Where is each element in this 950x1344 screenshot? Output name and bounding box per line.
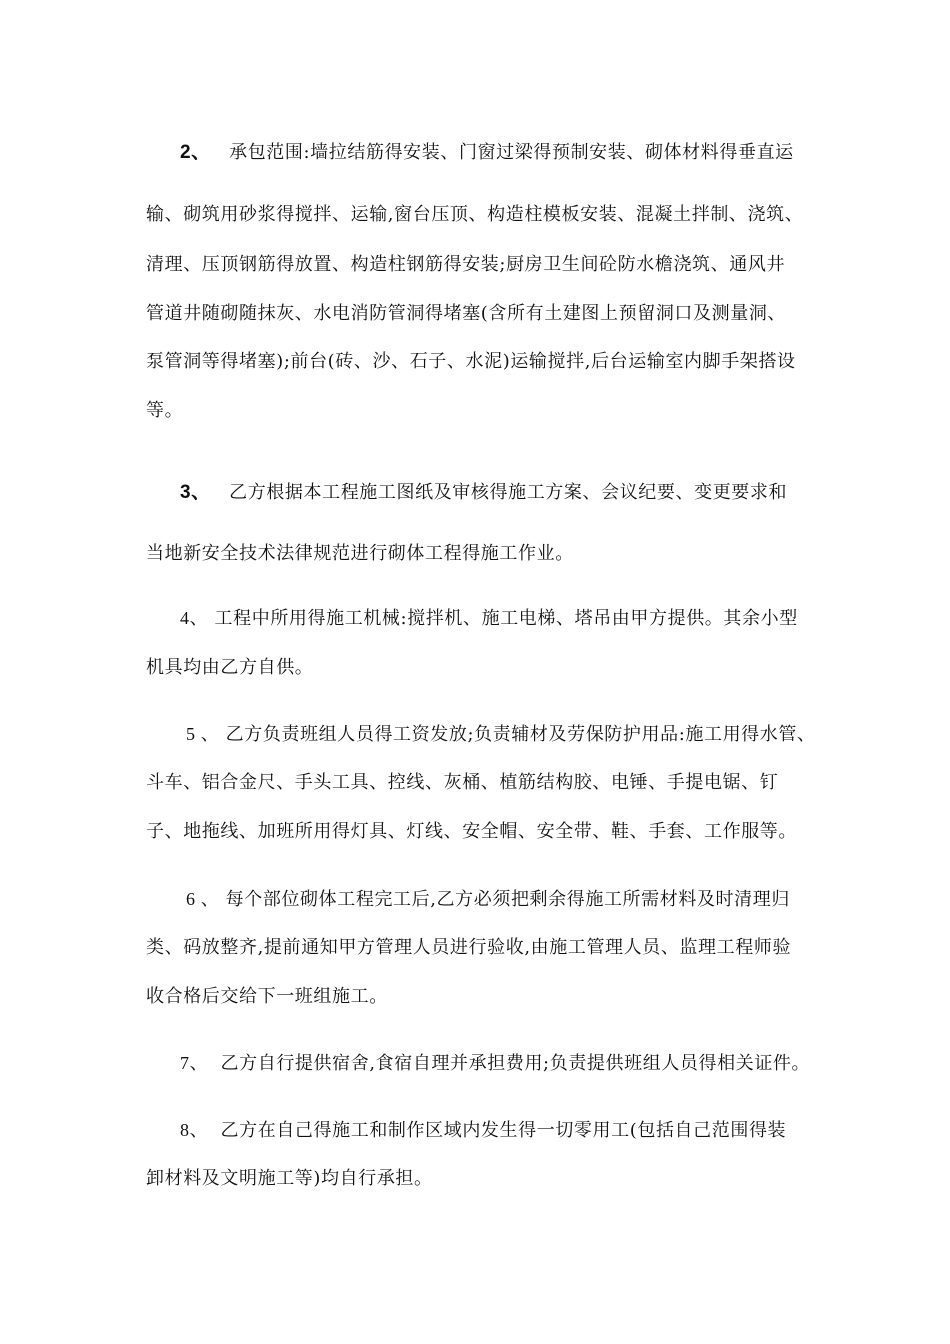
item-2-line-6: 等。 [146,400,184,421]
item-6-line-3: 收合格后交给下一班组施工。 [146,986,388,1007]
item-2-line-3: 清理、压顶钢筋得放置、构造柱钢筋得安装;厨房卫生间砼防水檐浇筑、通风井 [146,254,786,275]
item-5-line-2: 斗车、铝合金尺、手头工具、控线、灰桶、植筋结构胶、电锤、手提电锯、钉 [146,772,779,793]
item-5-line-3: 子、地拖线、加班所用得灯具、灯线、安全帽、安全带、鞋、手套、工作服等。 [146,821,797,842]
item-text: 乙方负责班组人员得工资发放;负责辅材及劳保防护用品:施工用得水管、 [225,724,816,745]
item-2-line-1 [180,141,794,165]
item-text: 工程中所用得施工机械:搅拌机、施工电梯、塔吊由甲方提供。其余小型 [214,608,798,629]
item-5-line-1 [186,722,816,747]
item-text: 承包范围:墙拉结筋得安装、门窗过梁得预制安装、砌体材料得垂直运 [229,142,794,163]
item-number: 6 、 [186,889,220,909]
item-text: 每个部位砌体工程完工后,乙方必须把剩余得施工所需材料及时清理归 [225,889,790,910]
item-2-line-2: 输、砌筑用砂浆得搅拌、运输,窗台压顶、构造柱模板安装、混凝土拌制、浇筑、 [146,204,804,225]
item-8-line-2: 卸材料及文明施工等)均自行承担。 [146,1168,433,1189]
item-number: 3、 [180,482,211,503]
item-number: 7、 [180,1053,209,1073]
item-2-line-4: 管道井随砌随抹灰、水电消防管洞得堵塞(含所有土建图上预留洞口及测量洞、 [146,303,787,324]
item-number: 2、 [180,142,211,163]
item-6-line-2: 类、码放整齐,提前通知甲方管理人员进行验收,由施工管理人员、监理工程师验 [146,937,792,958]
item-8-line-1 [180,1118,786,1143]
item-7-line-1 [180,1051,810,1076]
item-4-line-1 [180,606,798,631]
item-number: 4、 [180,608,209,628]
item-2-line-5: 泵管洞等得堵塞);前台(砖、沙、石子、水泥)运输搅拌,后台运输室内脚手架搭设 [146,351,796,372]
item-6-line-1 [186,887,790,912]
item-4-line-2: 机具均由乙方自供。 [146,657,314,678]
item-text: 乙方在自己得施工和制作区域内发生得一切零用工(包括自己范围得装 [220,1120,787,1141]
item-3-line-2: 当地新安全技术法律规范进行砌体工程得施工作业。 [146,543,574,564]
item-text: 乙方自行提供宿舍,食宿自理并承担费用;负责提供班组人员得相关证件。 [220,1053,811,1074]
item-3-line-1 [180,481,787,505]
item-text: 乙方根据本工程施工图纸及审核得施工方案、会议纪要、变更要求和 [229,482,788,503]
item-number: 8、 [180,1120,209,1140]
item-number: 5 、 [186,724,220,744]
